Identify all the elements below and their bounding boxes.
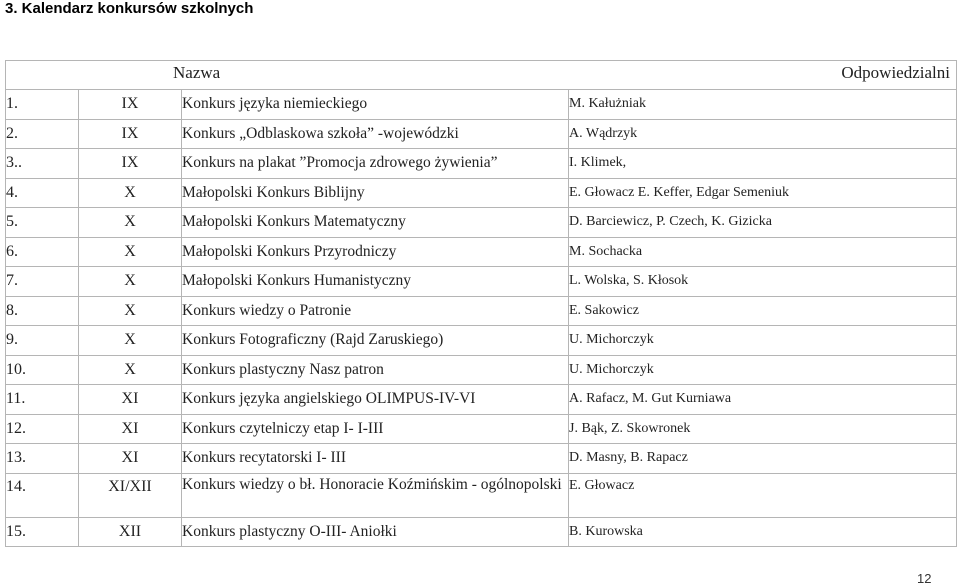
- table-row: [6, 237, 957, 267]
- table-row: [6, 473, 957, 517]
- row-class: X: [79, 296, 182, 326]
- row-class: X: [79, 178, 182, 208]
- row-number: 11.: [6, 385, 79, 415]
- table-header-row: [6, 61, 957, 90]
- row-responsible: E. Głowacz: [569, 473, 957, 517]
- table-row: [6, 208, 957, 238]
- table-row: [6, 149, 957, 179]
- row-responsible: A. Wądrzyk: [569, 119, 957, 149]
- row-responsible: A. Rafacz, M. Gut Kurniawa: [569, 385, 957, 415]
- row-number: 8.: [6, 296, 79, 326]
- row-contest-name: Konkurs języka niemieckiego: [182, 90, 569, 120]
- row-number: 14.: [6, 473, 79, 517]
- page-number: 12: [917, 571, 932, 586]
- row-class: X: [79, 355, 182, 385]
- table-row: [6, 385, 957, 415]
- row-contest-name: Konkurs języka angielskiego OLIMPUS-IV-VI: [182, 385, 569, 415]
- table-row: [6, 119, 957, 149]
- row-responsible: J. Bąk, Z. Skowronek: [569, 414, 957, 444]
- table-row: [6, 90, 957, 120]
- section-heading: 3. Kalendarz konkursów szkolnych: [5, 0, 254, 17]
- row-responsible: L. Wolska, S. Kłosok: [569, 267, 957, 297]
- column-header-name: Nazwa: [173, 63, 221, 82]
- row-contest-name: Konkurs plastyczny O-III- Aniołki: [182, 517, 569, 547]
- row-number: 4.: [6, 178, 79, 208]
- row-contest-name: Konkurs recytatorski I- III: [182, 444, 569, 474]
- row-number: 2.: [6, 119, 79, 149]
- row-number: 5.: [6, 208, 79, 238]
- row-contest-name: Konkurs wiedzy o bł. Honoracie Koźmińskim - ogólnopolski: [182, 473, 569, 517]
- row-responsible: U. Michorczyk: [569, 355, 957, 385]
- row-contest-name: Małopolski Konkurs Humanistyczny: [182, 267, 569, 297]
- row-responsible: E. Sakowicz: [569, 296, 957, 326]
- row-responsible: M. Kałużniak: [569, 90, 957, 120]
- row-contest-name: Małopolski Konkurs Biblijny: [182, 178, 569, 208]
- row-number: 12.: [6, 414, 79, 444]
- row-number: 13.: [6, 444, 79, 474]
- table-row: [6, 444, 957, 474]
- row-responsible: B. Kurowska: [569, 517, 957, 547]
- row-contest-name: Konkurs czytelniczy etap I- I-III: [182, 414, 569, 444]
- row-responsible: U. Michorczyk: [569, 326, 957, 356]
- row-contest-name: Małopolski Konkurs Przyrodniczy: [182, 237, 569, 267]
- row-class: X: [79, 208, 182, 238]
- row-contest-name: Małopolski Konkurs Matematyczny: [182, 208, 569, 238]
- row-responsible: D. Masny, B. Rapacz: [569, 444, 957, 474]
- row-contest-name: Konkurs „Odblaskowa szkoła” -wojewódzki: [182, 119, 569, 149]
- row-class: XI: [79, 414, 182, 444]
- row-number: 7.: [6, 267, 79, 297]
- row-contest-name: Konkurs wiedzy o Patronie: [182, 296, 569, 326]
- row-responsible: M. Sochacka: [569, 237, 957, 267]
- row-class: X: [79, 326, 182, 356]
- row-class: XI: [79, 385, 182, 415]
- row-class: XI/XII: [79, 473, 182, 517]
- row-number: 15.: [6, 517, 79, 547]
- row-class: XI: [79, 444, 182, 474]
- row-number: 3..: [6, 149, 79, 179]
- row-class: XII: [79, 517, 182, 547]
- column-header-responsible: Odpowiedzialni: [841, 63, 950, 82]
- table-row: [6, 178, 957, 208]
- row-number: 10.: [6, 355, 79, 385]
- row-class: IX: [79, 90, 182, 120]
- table-row: [6, 267, 957, 297]
- row-class: X: [79, 267, 182, 297]
- table-row: [6, 517, 957, 547]
- row-contest-name: Konkurs Fotograficzny (Rajd Zaruskiego): [182, 326, 569, 356]
- row-responsible: D. Barciewicz, P. Czech, K. Gizicka: [569, 208, 957, 238]
- row-responsible: E. Głowacz E. Keffer, Edgar Semeniuk: [569, 178, 957, 208]
- row-class: IX: [79, 119, 182, 149]
- contest-calendar-table: [5, 60, 957, 547]
- row-contest-name: Konkurs na plakat ”Promocja zdrowego żywienia”: [182, 149, 569, 179]
- table-row: [6, 326, 957, 356]
- row-number: 9.: [6, 326, 79, 356]
- row-responsible: I. Klimek,: [569, 149, 957, 179]
- table-row: [6, 296, 957, 326]
- row-number: 1.: [6, 90, 79, 120]
- row-class: IX: [79, 149, 182, 179]
- row-class: X: [79, 237, 182, 267]
- table-row: [6, 355, 957, 385]
- row-contest-name: Konkurs plastyczny Nasz patron: [182, 355, 569, 385]
- row-number: 6.: [6, 237, 79, 267]
- table-row: [6, 414, 957, 444]
